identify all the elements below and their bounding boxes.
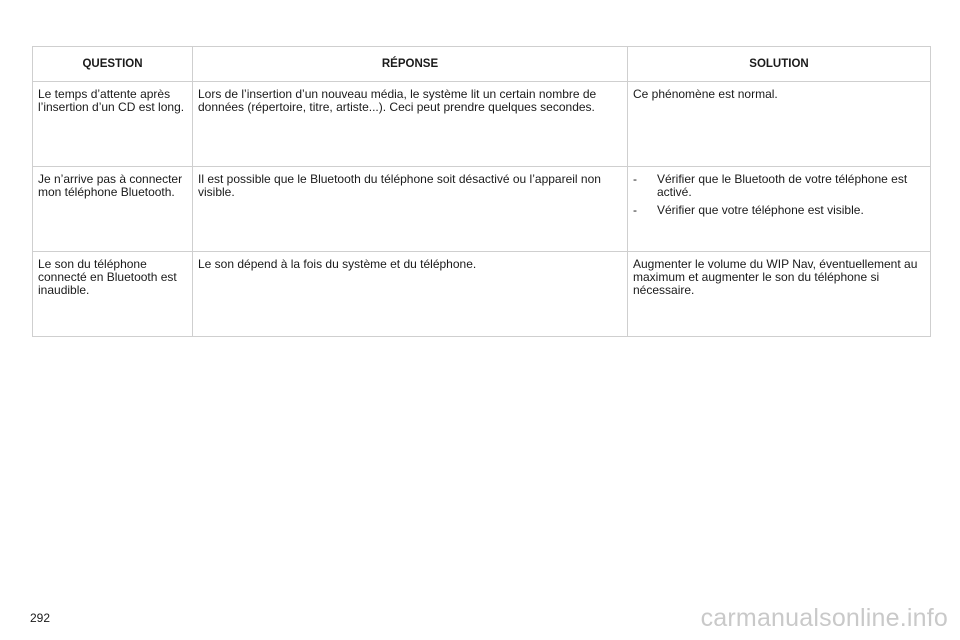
solution-item-text: Vérifier que votre téléphone est visible. — [657, 203, 864, 217]
question-text: Le son du téléphone connecté en Bluetooth est inaudible. — [38, 257, 177, 297]
question-cell — [33, 252, 193, 337]
response-cell — [193, 82, 628, 167]
solution-cell — [628, 252, 931, 337]
header-solution: SOLUTION — [628, 47, 931, 82]
solution-text: Ce phénomène est normal. — [633, 87, 778, 101]
response-cell — [193, 167, 628, 252]
faq-table — [32, 46, 931, 337]
table-row — [33, 82, 931, 167]
solution-list-wrapper — [628, 167, 930, 217]
list-item — [633, 173, 925, 199]
response-text: Le son dépend à la fois du système et du téléphone. — [198, 257, 477, 271]
dash-bullet: - — [633, 203, 637, 217]
page-number: 292 — [30, 611, 51, 625]
header-response: RÉPONSE — [193, 47, 628, 82]
dash-bullet: - — [633, 172, 637, 186]
table-row — [33, 167, 931, 252]
watermark-text: carmanualsonline.info — [700, 604, 948, 632]
header-question: QUESTION — [33, 47, 193, 82]
solution-list — [633, 173, 925, 217]
response-text: Il est possible que le Bluetooth du téléphone soit désactivé ou l’appareil non visible. — [198, 172, 601, 199]
solution-cell — [628, 82, 931, 167]
question-cell — [33, 82, 193, 167]
solution-text: Augmenter le volume du WIP Nav, éventuellement au maximum et augmenter le son du téléphone si nécessaire. — [633, 257, 918, 297]
question-text: Je n’arrive pas à connecter mon téléphone Bluetooth. — [38, 172, 183, 199]
solution-item-text: Vérifier que le Bluetooth de votre téléphone est activé. — [657, 172, 908, 199]
header-row — [33, 47, 931, 82]
question-text: Le temps d’attente après l’insertion d’un CD est long. — [38, 87, 185, 114]
question-cell — [33, 167, 193, 252]
response-cell — [193, 252, 628, 337]
table-row — [33, 252, 931, 337]
response-text: Lors de l’insertion d’un nouveau média, le système lit un certain nombre de données (répertoire, titre, artiste...). Ceci peut prendre quelques secondes. — [198, 87, 597, 114]
list-item — [633, 204, 925, 217]
solution-cell — [628, 167, 931, 252]
